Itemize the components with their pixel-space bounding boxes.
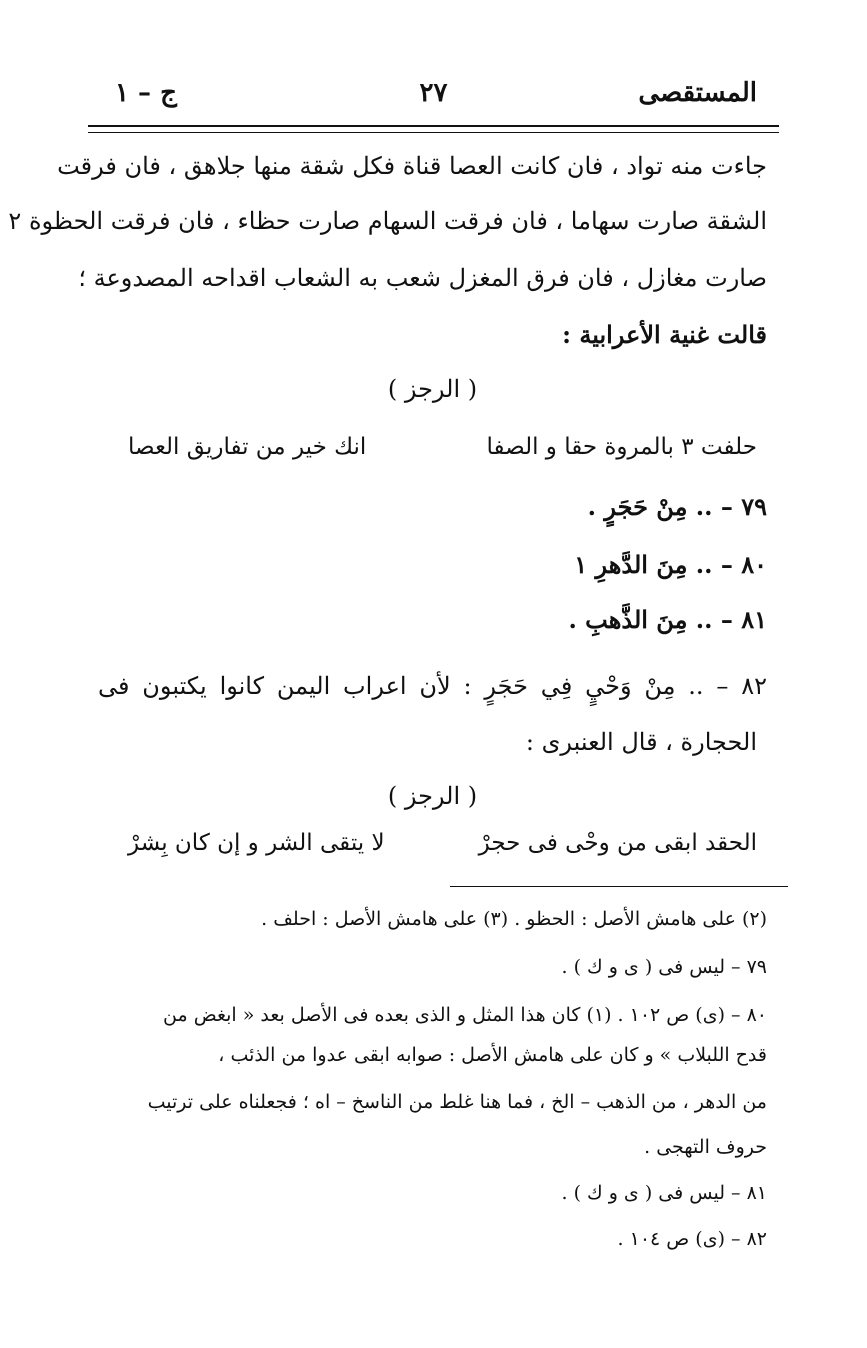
footnote-line: من الدهر ، من الذهب – الخ ، فما هنا غلط من الناسخ – اه ؛ فجعلناه على ترتيب: [147, 1091, 767, 1113]
footnote-line: (٢) على هامش الأصل : الحظو . (٣) على هامش الأصل : احلف .: [261, 908, 767, 930]
verse-hemistich-second: انك خير من تفاريق العصا: [128, 434, 367, 460]
page-number: ٢٧: [419, 78, 448, 108]
footnote-line: ٧٩ – ليس فى ( ى و ك ) .: [561, 956, 767, 978]
text-line: الحجارة ، قال العنبرى :: [525, 728, 757, 756]
header-rule-thin: [88, 132, 779, 133]
footnote-line: قدح اللبلاب » و كان على هامش الأصل : صوابه ابقى عدوا من الذئب ،: [218, 1044, 767, 1066]
text-line: صارت مغازل ، فان فرق المغزل شعب به الشعاب اقداحه المصدوعة ؛: [78, 264, 767, 292]
meter-label: ( الرجز ): [387, 375, 478, 403]
verse-hemistich-first: الحقد ابقى من وحْى فى حجرْ: [478, 830, 757, 856]
footnote-line: ٨٢ – (ى) ص ١٠٤ .: [617, 1228, 767, 1250]
footnote-line: حروف التهجى .: [644, 1136, 767, 1158]
volume-label: ج – ١: [115, 78, 177, 108]
proverb-entry: ٧٩ – .. مِنْ حَجَرٍ .: [587, 492, 767, 521]
proverb-entry: ٨٢ – .. مِنْ وَحْيٍ فِي حَجَرٍ : لأن اعراب اليمن كانوا يكتبون فى: [98, 672, 767, 700]
text-line: قالت غنية الأعرابية :: [562, 320, 767, 349]
footnote-line: ٨١ – ليس فى ( ى و ك ) .: [561, 1182, 767, 1204]
verse-hemistich-second: لا يتقى الشر و إن كان بِشرْ: [128, 830, 385, 856]
footnote-rule: [450, 886, 788, 887]
text-line: الشقة صارت سهاما ، فان فرقت السهام صارت حظاء ، فان فرقت الحظوة ٢: [8, 207, 767, 235]
header-rule: [88, 125, 779, 127]
proverb-entry: ٨١ – .. مِنَ الذَّهبِ .: [568, 605, 767, 634]
meter-label: ( الرجز ): [387, 782, 478, 810]
text-line: جاءت منه تواد ، فان كانت العصا قناة فكل شقة منها جلاهق ، فان فرقت: [57, 152, 767, 180]
running-title: المستقصى: [638, 78, 757, 108]
footnote-line: ٨٠ – (ى) ص ١٠٢ . (١) كان هذا المثل و الذى بعده فى الأصل بعد « ابغض من: [163, 1004, 767, 1026]
verse-hemistich-first: حلفت ٣ بالمروة حقا و الصفا: [486, 434, 757, 460]
proverb-entry: ٨٠ – .. مِنَ الدَّهرِ ١: [574, 550, 767, 579]
